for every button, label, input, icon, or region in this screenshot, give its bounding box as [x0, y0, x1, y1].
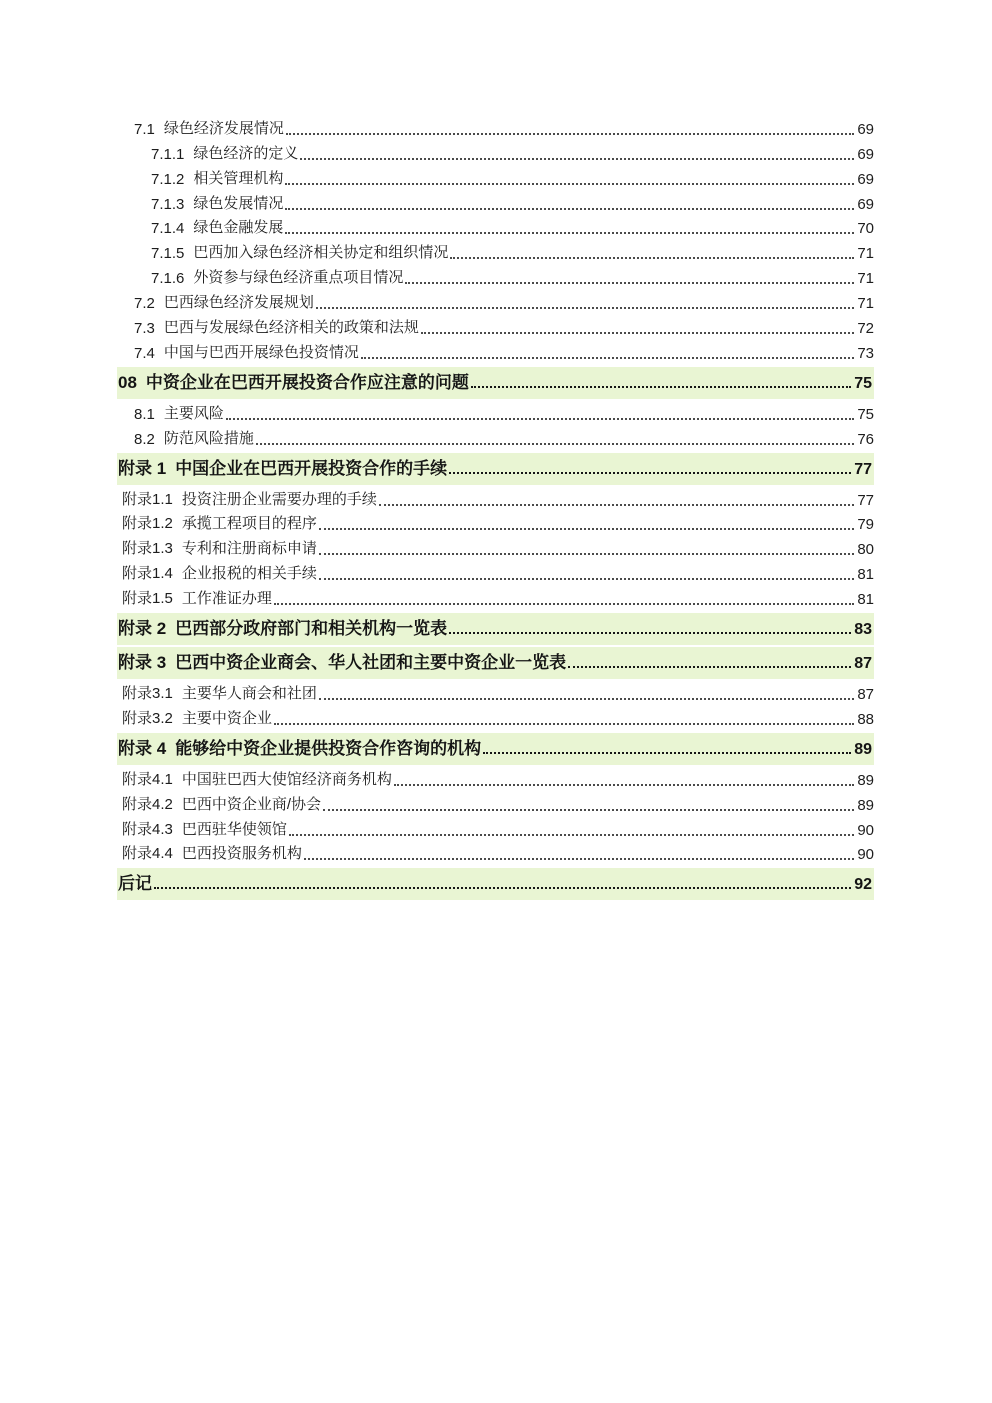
toc-entry-page-number: 79: [857, 516, 874, 534]
toc-entry-title: 巴西驻华使领馆: [181, 820, 287, 838]
toc-entry-page-number: 75: [854, 374, 872, 392]
toc-entry-title: 巴西部分政府部门和相关机构一览表: [175, 619, 448, 639]
toc-entry-page-number: 87: [857, 686, 874, 704]
toc-section-header[interactable]: [117, 647, 874, 679]
toc-entry-page-number: 80: [857, 541, 874, 559]
dot-leader: [289, 834, 854, 836]
toc-entry-number: 附录3.1: [122, 685, 173, 703]
toc-entry-page-number: 81: [857, 566, 874, 584]
toc-entry-title: 绿色发展情况: [193, 194, 284, 212]
toc-entry-number: 08: [118, 372, 137, 392]
toc-entry-title: 巴西中资企业商/协会: [181, 795, 322, 813]
toc-entry[interactable]: [117, 767, 874, 792]
toc-entry-number: 7.2: [134, 295, 155, 313]
toc-entry[interactable]: [117, 265, 874, 290]
toc-entry-page-number: 69: [857, 145, 874, 163]
toc-entry-page-number: 89: [857, 796, 874, 814]
dot-leader: [379, 504, 854, 506]
toc-entry-page-number: 75: [857, 405, 874, 423]
toc-entry[interactable]: [117, 315, 874, 340]
toc-entry-number: 附录1.1: [122, 490, 173, 508]
toc-entry-number: 附录1.4: [122, 565, 173, 583]
toc-entry-title: 中资企业在巴西开展投资合作应注意的问题: [145, 372, 469, 392]
toc-section-header[interactable]: [117, 613, 874, 645]
toc-section-header[interactable]: [117, 868, 874, 900]
toc-entry[interactable]: [117, 842, 874, 867]
toc-entry-number: 7.1.4: [151, 220, 185, 238]
dot-leader: [449, 472, 851, 474]
toc-entry-title: 承揽工程项目的程序: [181, 515, 317, 533]
toc-section-header[interactable]: [117, 453, 874, 485]
dot-leader: [285, 208, 854, 210]
toc-entry-title: 巴西中资企业商会、华人社团和主要中资企业一览表: [175, 653, 567, 673]
toc-entry[interactable]: [117, 706, 874, 731]
toc-entry-number: 7.1.1: [151, 145, 185, 163]
toc-entry-page-number: 76: [857, 430, 874, 448]
toc-entry-title: 巴西投资服务机构: [181, 845, 302, 863]
toc-entry[interactable]: [117, 240, 874, 265]
toc-entry-number: 附录 1: [118, 458, 167, 478]
toc-entry[interactable]: [117, 487, 874, 512]
toc-entry-page-number: 69: [857, 170, 874, 188]
toc-entry-number: 8.2: [134, 430, 155, 448]
toc-entry-title: 中国与巴西开展绿色投资情况: [163, 343, 359, 361]
dot-leader: [274, 723, 854, 725]
toc-entry-page-number: 72: [857, 320, 874, 338]
toc-entry-page-number: 71: [857, 245, 874, 263]
toc-entry[interactable]: [117, 426, 874, 451]
dot-leader: [394, 784, 854, 786]
toc-entry-number: 附录 3: [118, 653, 167, 673]
toc-entry[interactable]: [117, 512, 874, 537]
dot-leader: [285, 183, 854, 185]
toc-entry-title: 后记: [118, 874, 152, 894]
toc-entry[interactable]: [117, 792, 874, 817]
toc-entry-title: 工作准证办理: [181, 590, 272, 608]
toc-entry-page-number: 90: [857, 846, 874, 864]
dot-leader: [316, 307, 854, 309]
toc-entry-title: 绿色金融发展: [193, 219, 284, 237]
toc-entry-number: 附录1.5: [122, 590, 173, 608]
toc-entry-number: 7.1.6: [151, 270, 185, 288]
toc-entry-number: 附录1.2: [122, 515, 173, 533]
dot-leader: [256, 443, 854, 445]
dot-leader: [323, 809, 854, 811]
toc-entry-number: 附录4.2: [122, 795, 173, 813]
toc-entry-page-number: 89: [854, 740, 872, 758]
toc-entry[interactable]: [117, 216, 874, 241]
toc-entry-title: 中国企业在巴西开展投资合作的手续: [175, 458, 448, 478]
toc-entry-title: 主要风险: [163, 404, 224, 422]
toc-entry[interactable]: [117, 817, 874, 842]
toc-section-header[interactable]: [117, 367, 874, 399]
toc-entry-number: 附录 2: [118, 619, 167, 639]
toc-entry[interactable]: [117, 561, 874, 586]
toc-entry-page-number: 83: [854, 621, 872, 639]
toc-entry-number: 7.1.5: [151, 245, 185, 263]
dot-leader: [319, 528, 854, 530]
toc-entry-number: 附录4.1: [122, 770, 173, 788]
toc-entry-number: 附录4.3: [122, 820, 173, 838]
dot-leader: [319, 698, 854, 700]
toc-entry-number: 附录 4: [118, 738, 167, 758]
toc-entry-number: 附录3.2: [122, 709, 173, 727]
toc-entry[interactable]: [117, 166, 874, 191]
toc-entry-title: 投资注册企业需要办理的手续: [181, 490, 377, 508]
dot-leader: [568, 666, 851, 668]
toc-entry-title: 相关管理机构: [193, 169, 284, 187]
toc-entry-title: 企业报税的相关手续: [181, 565, 317, 583]
table-of-contents: [117, 116, 874, 902]
toc-entry[interactable]: [117, 681, 874, 706]
toc-entry-page-number: 87: [854, 655, 872, 673]
toc-entry-page-number: 73: [857, 344, 874, 362]
dot-leader: [300, 158, 854, 160]
toc-section-header[interactable]: [117, 733, 874, 765]
toc-entry-title: 巴西绿色经济发展规划: [163, 294, 314, 312]
toc-entry-page-number: 71: [857, 270, 874, 288]
toc-entry-number: 附录1.3: [122, 540, 173, 558]
toc-entry-number: 7.4: [134, 344, 155, 362]
toc-entry-number: 7.1.3: [151, 195, 185, 213]
toc-entry-page-number: 88: [857, 710, 874, 728]
toc-entry[interactable]: [117, 586, 874, 611]
dot-leader: [304, 858, 854, 860]
dot-leader: [483, 752, 851, 754]
toc-entry-title: 主要中资企业: [181, 709, 272, 727]
toc-entry-title: 专利和注册商标申请: [181, 540, 317, 558]
toc-entry-page-number: 81: [857, 591, 874, 609]
toc-entry-page-number: 69: [857, 120, 874, 138]
toc-entry-page-number: 90: [857, 821, 874, 839]
dot-leader: [154, 887, 851, 889]
dot-leader: [285, 232, 854, 234]
toc-entry-title: 中国驻巴西大使馆经济商务机构: [181, 770, 392, 788]
dot-leader: [449, 632, 851, 634]
toc-entry-page-number: 89: [857, 771, 874, 789]
toc-entry-title: 绿色经济发展情况: [163, 119, 284, 137]
dot-leader: [274, 603, 854, 605]
toc-entry-page-number: 69: [857, 195, 874, 213]
toc-entry[interactable]: [117, 191, 874, 216]
toc-entry[interactable]: [117, 116, 874, 141]
toc-entry-page-number: 77: [857, 491, 874, 509]
toc-entry-title: 绿色经济的定义: [193, 144, 299, 162]
toc-entry-title: 主要华人商会和社团: [181, 685, 317, 703]
dot-leader: [319, 553, 854, 555]
toc-entry[interactable]: [117, 401, 874, 426]
toc-entry-number: 7.3: [134, 320, 155, 338]
dot-leader: [421, 332, 854, 334]
toc-entry-number: 8.1: [134, 405, 155, 423]
toc-entry-title: 防范风险措施: [163, 429, 254, 447]
dot-leader: [405, 282, 854, 284]
toc-entry[interactable]: [117, 141, 874, 166]
dot-leader: [471, 386, 851, 388]
dot-leader: [361, 357, 854, 359]
toc-entry-number: 附录4.4: [122, 845, 173, 863]
toc-entry-title: 巴西与发展绿色经济相关的政策和法规: [163, 319, 419, 337]
toc-entry-title: 巴西加入绿色经济相关协定和组织情况: [193, 244, 449, 262]
toc-entry-number: 7.1.2: [151, 170, 185, 188]
dot-leader: [319, 578, 854, 580]
toc-entry[interactable]: [117, 340, 874, 365]
toc-entry-title: 外资参与绿色经济重点项目情况: [193, 269, 404, 287]
dot-leader: [226, 418, 854, 420]
toc-entry-page-number: 70: [857, 220, 874, 238]
dot-leader: [286, 133, 854, 135]
toc-entry-number: 7.1: [134, 120, 155, 138]
toc-entry-title: 能够给中资企业提供投资合作咨询的机构: [175, 738, 482, 758]
toc-entry[interactable]: [117, 290, 874, 315]
dot-leader: [450, 257, 854, 259]
toc-entry-page-number: 71: [857, 295, 874, 313]
toc-entry-page-number: 92: [854, 876, 872, 894]
toc-entry-page-number: 77: [854, 460, 872, 478]
toc-entry[interactable]: [117, 536, 874, 561]
